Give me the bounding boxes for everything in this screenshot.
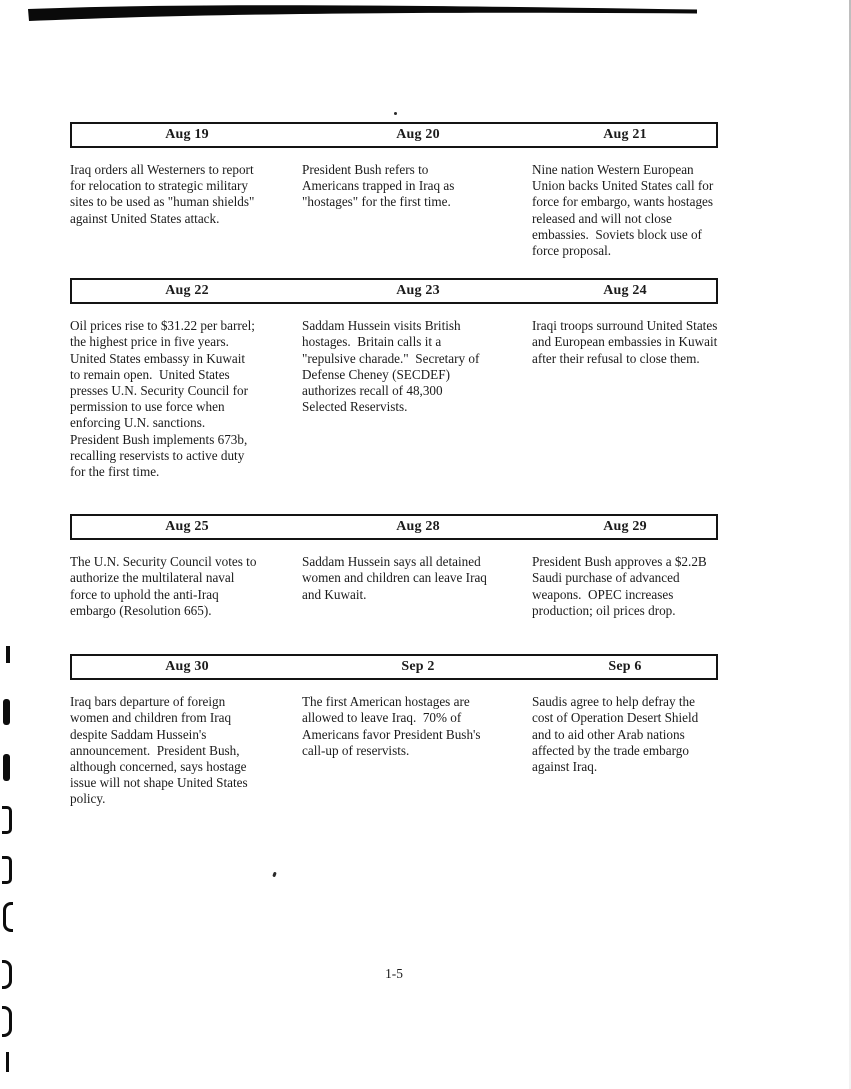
timeline-content [70, 122, 721, 840]
timeline-section [70, 122, 718, 259]
date-label: Aug 23 [396, 283, 440, 299]
event-text: Iraq orders all Westerners to report for relocation to strategic military sites to be used as "human shields" against United States attack. [70, 162, 258, 226]
date-label: Sep 2 [401, 659, 435, 675]
timeline-section [70, 278, 721, 495]
event-text: Nine nation Western European Union backs United States call for force for embargo, wants hostages released and will not close embassies. Soviets block use of force proposal. [532, 162, 717, 259]
date-label: Aug 25 [165, 519, 209, 535]
scan-artifact-top-bar [0, 0, 851, 30]
event-text: Oil prices rise to $31.22 per barrel; the highest price in five years. United States embassy in Kuwait to remain open. United States presses U.N. Security Council for permission to use force when enforcing U.N. sanctions. President Bush implements 673b, recalling reservists to active duty for the first time. [70, 318, 259, 480]
event-text: Saudis agree to help defray the cost of Operation Desert Shield and to aid other Arab nations affected by the trade embargo against Iraq. [532, 694, 702, 775]
event-text: Saddam Hussein says all detained women and children can leave Iraq and Kuwait. [302, 554, 491, 602]
event-text: President Bush approves a $2.2B Saudi purchase of advanced weapons. OPEC increases production; oil prices drop. [532, 554, 711, 618]
event-row [70, 554, 718, 635]
timeline-section [70, 514, 718, 635]
event-text: The first American hostages are allowed to leave Iraq. 70% of Americans favor President Bush's call-up of reservists. [302, 694, 484, 758]
page-number: 1-5 [385, 966, 403, 981]
binder-mark [2, 960, 12, 989]
date-label: Sep 6 [608, 659, 642, 675]
binder-mark [6, 1052, 9, 1072]
date-label: Aug 19 [165, 127, 209, 142]
date-label: Aug 22 [165, 283, 209, 299]
scan-speck [272, 872, 277, 878]
date-label: Aug 20 [396, 127, 440, 142]
date-label: Aug 21 [603, 127, 647, 142]
binder-mark [2, 1006, 12, 1037]
event-text: The U.N. Security Council votes to authorize the multilateral naval force to uphold the anti-Iraq embargo (Resolution 665). [70, 554, 260, 618]
date-header-row [70, 122, 718, 148]
binder-mark [6, 646, 10, 663]
binder-mark [3, 902, 13, 932]
binder-mark [3, 754, 10, 781]
event-text: Iraqi troops surround United States and European embassies in Kuwait after their refusal to close them. [532, 318, 721, 366]
date-label: Aug 29 [603, 519, 647, 535]
date-header-row [70, 654, 718, 680]
event-row [70, 694, 718, 821]
date-header-row [70, 278, 718, 304]
event-text: President Bush refers to Americans trapped in Iraq as "hostages" for the first time. [302, 162, 458, 210]
binder-mark [3, 699, 10, 725]
binder-mark [2, 806, 12, 834]
date-header-row [70, 514, 718, 540]
date-label: Aug 28 [396, 519, 440, 535]
timeline-section [70, 654, 718, 821]
event-text: Iraq bars departure of foreign women and children from Iraq despite Saddam Hussein's announcement. President Bush, although concerned, says hostage issue will not shape United States policy. [70, 694, 251, 807]
binder-mark [2, 856, 12, 884]
scan-speck [394, 112, 397, 115]
date-label: Aug 30 [165, 659, 209, 675]
event-row [70, 318, 721, 495]
event-text: Saddam Hussein visits British hostages. Britain calls it a "repulsive charade." Secretary of Defense Cheney (SECDEF) authorizes recall of 48,300 Selected Reservists. [302, 318, 483, 415]
date-label: Aug 24 [603, 283, 647, 299]
event-row [70, 162, 718, 259]
